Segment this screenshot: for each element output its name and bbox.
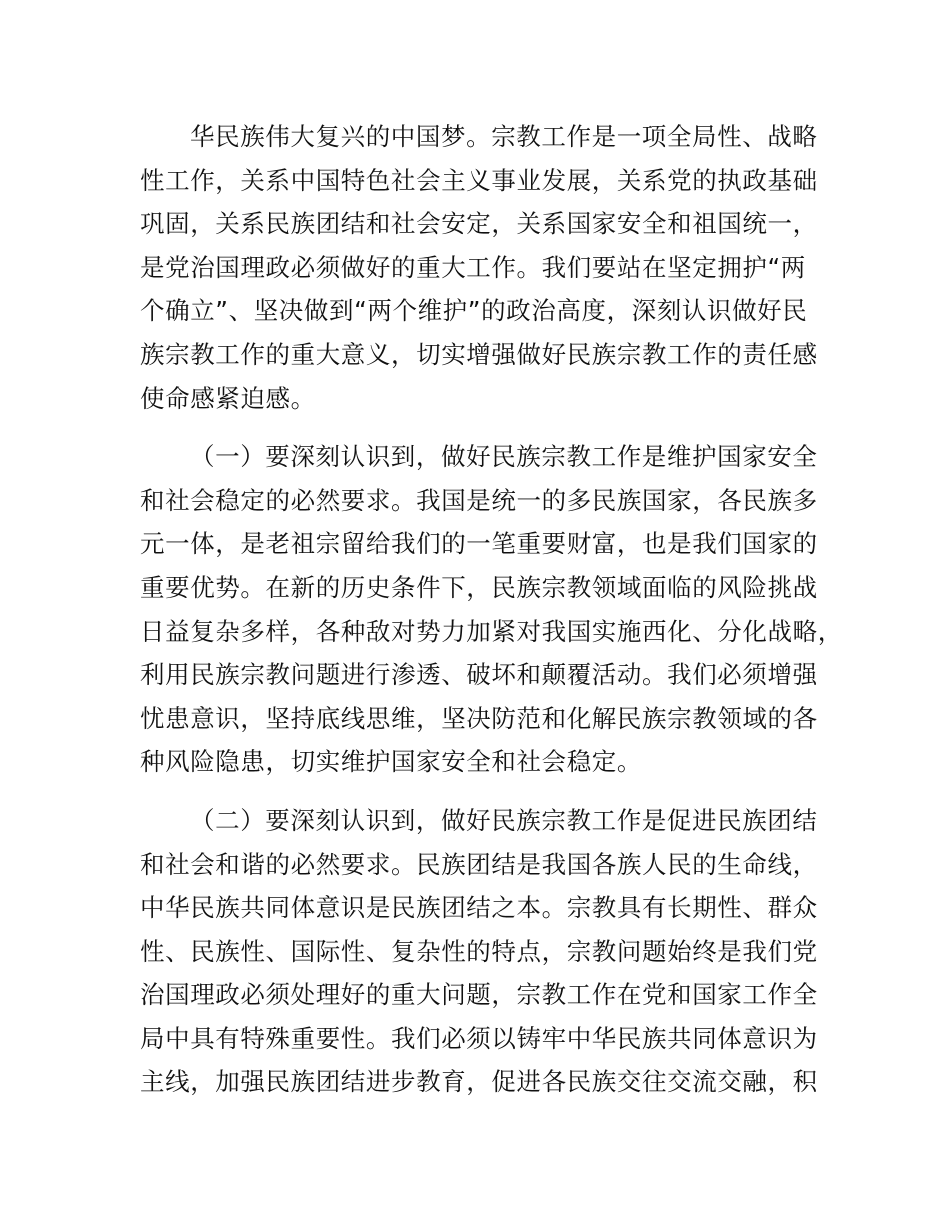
text-line: 日益复杂多样，各种敌对势力加紧对我国实施西化、分化战略， bbox=[140, 616, 843, 646]
paragraph-2 bbox=[140, 435, 843, 784]
text-line: 忧患意识，坚持底线思维，坚决防范和化解民族宗教领域的各 bbox=[140, 703, 818, 733]
text-line: （一）要深刻认识到，做好民族宗教工作是维护国家安全 bbox=[190, 442, 818, 472]
text-line: 主线，加强民族团结进步教育，促进各民族交往交流交融，积 bbox=[140, 1067, 818, 1097]
text-line: 中华民族共同体意识是民族团结之本。宗教具有长期性、群众 bbox=[140, 893, 818, 923]
paragraph-3 bbox=[140, 799, 830, 1104]
text-line: 和社会和谐的必然要求。民族团结是我国各族人民的生命线， bbox=[140, 849, 818, 879]
text-line: 重要优势。在新的历史条件下，民族宗教领域面临的风险挑战 bbox=[140, 572, 818, 602]
text-line: 局中具有特殊重要性。我们必须以铸牢中华民族共同体意识为 bbox=[140, 1023, 818, 1053]
text-line: 族宗教工作的重大意义，切实增强做好民族宗教工作的责任感 bbox=[140, 339, 818, 369]
text-line: 种风险隐患，切实维护国家安全和社会稳定。 bbox=[140, 747, 642, 777]
document-body bbox=[140, 115, 843, 1119]
text-line: 使命感紧迫感。 bbox=[140, 383, 316, 413]
text-line: 华民族伟大复兴的中国梦。宗教工作是一项全局性、战略 bbox=[190, 122, 818, 151]
text-line: 利用民族宗教问题进行渗透、破坏和颠覆活动。我们必须增强 bbox=[140, 660, 818, 690]
text-line: 性、民族性、国际性、复杂性的特点，宗教问题始终是我们党 bbox=[140, 936, 818, 966]
text-line: 是党治国理政必须做好的重大工作。我们要站在坚定拥护“两 bbox=[140, 252, 806, 282]
paragraph-1 bbox=[140, 115, 830, 420]
text-line: 性工作，关系中国特色社会主义事业发展，关系党的执政基础 bbox=[140, 165, 818, 195]
text-line: 治国理政必须处理好的重大问题，宗教工作在党和国家工作全 bbox=[140, 980, 818, 1010]
text-line: 巩固，关系民族团结和社会安定，关系国家安全和祖国统一， bbox=[140, 209, 818, 239]
text-line: （二）要深刻认识到，做好民族宗教工作是促进民族团结 bbox=[190, 805, 818, 835]
text-line: 和社会稳定的必然要求。我国是统一的多民族国家，各民族多 bbox=[140, 485, 818, 515]
text-line: 元一体，是老祖宗留给我们的一笔重要财富，也是我们国家的 bbox=[140, 529, 818, 559]
text-line: 个确立”、坚决做到“两个维护”的政治高度，深刻认识做好民 bbox=[140, 296, 808, 326]
